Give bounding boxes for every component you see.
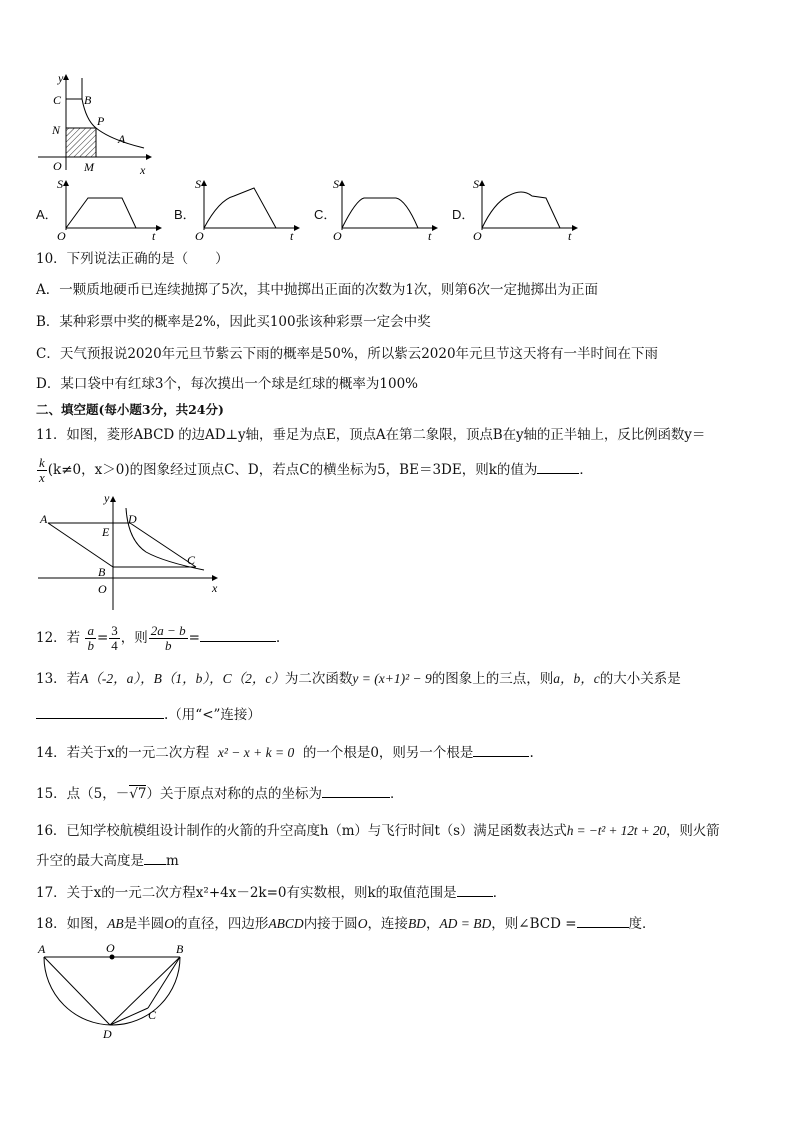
q14-answer-blank[interactable] <box>473 744 529 757</box>
q9-main-figure <box>36 70 158 178</box>
fig18-D: D <box>103 1027 112 1040</box>
q11-frac-num: k <box>39 455 45 470</box>
q12-answer-blank[interactable] <box>200 629 276 642</box>
q17-text: 17．关于x的一元二次方程x²+4x－2k=0有实数根，则k的取值范围是 <box>36 885 457 901</box>
q13-line2 <box>36 706 261 724</box>
q14 <box>36 744 534 762</box>
choice-d-o: O <box>473 229 482 242</box>
q13-answer-blank[interactable] <box>36 706 164 719</box>
fig11-y: y <box>104 491 110 505</box>
q11-line1: 11．如图，菱形ABCD 的边AD⊥y轴，垂足为点E，顶点A在第二象限，顶点B在y轴的正半轴上，反比例函数y＝ <box>36 427 706 443</box>
choice-a-o: O <box>57 229 66 242</box>
choice-d-graph <box>472 178 582 242</box>
q13-points: A（-2，a），B（1，b），C（2，c） <box>80 671 285 686</box>
q17-answer-blank[interactable] <box>457 884 493 897</box>
q18 <box>36 915 656 933</box>
q17-end: ． <box>492 885 507 901</box>
choice-b-o: O <box>195 229 204 242</box>
q18-text-b: 是半圆 <box>123 916 165 932</box>
q16-text-b: ，则火箭 <box>666 823 720 839</box>
q16-func: h = −t² + 12t + 20 <box>566 823 667 838</box>
choice-b-label: B． <box>174 207 196 222</box>
fig18-A: A <box>38 942 46 956</box>
fig9-P-label: P <box>97 114 105 128</box>
q13-line1 <box>36 670 681 688</box>
q11-figure <box>36 490 226 612</box>
q18-text-e: ，连接 <box>367 916 408 932</box>
fig9-A-label: A <box>118 132 126 146</box>
q18-answer-blank[interactable] <box>577 915 629 928</box>
choice-c-o: O <box>333 229 342 242</box>
choice-c-label: C． <box>314 207 337 222</box>
choice-a-s: S <box>57 178 63 191</box>
q14-end: . <box>529 745 534 761</box>
q12-eq: = <box>96 630 109 646</box>
q13-text-e: .（用“<”连接） <box>164 707 261 723</box>
choice-c-s: S <box>333 178 339 191</box>
q12-f1-den: b <box>87 638 94 653</box>
fig11-O: O <box>98 582 107 596</box>
q12-f1-num: a <box>87 623 94 638</box>
q10-stem: 10．下列说法正确的是（ ） <box>36 251 229 267</box>
q11-frac-den: x <box>39 470 45 485</box>
q12-prefix: 12．若 <box>36 630 81 646</box>
choice-b-t: t <box>290 229 294 242</box>
q12-frac-expr <box>149 624 188 653</box>
q14-suffix: 的一个根是0，则另一个根是 <box>302 745 474 761</box>
fig11-E: E <box>102 525 110 539</box>
q15-answer-blank[interactable] <box>322 785 390 798</box>
fig11-A: A <box>40 512 48 526</box>
q16-line1 <box>36 822 719 840</box>
q12-eq2: = <box>188 630 200 646</box>
q14-equation: x² − x + k = 0 <box>217 745 295 760</box>
q12-frac-ab <box>85 624 96 653</box>
fig18-B: B <box>176 942 184 956</box>
q18-text-d: 内接于圆 <box>303 916 358 932</box>
q12-f3-num: 2a − b <box>150 623 186 638</box>
fig11-C: C <box>187 553 196 567</box>
q13-text-c: 的图象上的三点，则 <box>431 671 554 687</box>
fig9-N-label: N <box>52 123 61 137</box>
q18-text-g: ，则∠BCD = <box>491 916 577 932</box>
q15-prefix: 15．点（5，－ <box>36 786 130 802</box>
q16-line2 <box>36 852 179 870</box>
q18-text-c: 的直径，四边形 <box>173 916 269 932</box>
choice-b-s: S <box>195 178 201 191</box>
fig9-C-label: C <box>53 93 62 107</box>
q17 <box>36 884 506 902</box>
fig11-B: B <box>98 565 106 579</box>
q12 <box>36 624 280 653</box>
q10-option-a: A．一颗质地硬币已连续抛掷了5次，其中抛掷出正面的次数为1次，则第6次一定抛掷出为正面 <box>36 282 599 298</box>
q11-line2-text: (k≠0，x＞0)的图象经过顶点C、D，若点C的横坐标为5，BE＝3DE，则k的值为 <box>47 462 538 478</box>
q13-text-d: 的大小关系是 <box>599 671 681 687</box>
q10-option-d: D．某口袋中有红球3个，每次摸出一个球是红球的概率为100% <box>36 376 419 392</box>
q18-AB: AB <box>107 916 124 931</box>
q10-option-c: C．天气预报说2020年元旦节紫云下雨的概率是50%，所以紫云2020年元旦节这天将有一半时间在下雨 <box>36 346 659 362</box>
q14-prefix: 14．若关于x的一元二次方程 <box>36 745 210 761</box>
choice-d-s: S <box>473 178 479 191</box>
fig9-B-label: B <box>84 93 92 107</box>
q18-text-f: ， <box>425 916 440 932</box>
q15-end: ． <box>389 786 404 802</box>
q13-func: y = (x+1)² − 9 <box>352 671 432 686</box>
q18-text-h: 度． <box>628 916 656 932</box>
q11-fraction <box>37 456 47 485</box>
fig18-C: C <box>148 1008 157 1022</box>
q11-answer-blank[interactable] <box>537 461 579 474</box>
q16-text-a: 16．已知学校航模组设计制作的火箭的升空高度h（m）与飞行时间t（s）满足函数表达式 <box>36 823 567 839</box>
choice-d-t: t <box>568 229 572 242</box>
fig11-D: D <box>128 512 137 526</box>
q10-option-b: B．某种彩票中奖的概率是2%，因此买100张该种彩票一定会中奖 <box>36 314 431 330</box>
choice-c-graph <box>332 178 442 242</box>
q18-O: O <box>164 916 174 931</box>
q11-end: ． <box>579 462 593 478</box>
q18-condition: AD = BD <box>439 916 492 931</box>
fig18-O: O <box>106 941 115 955</box>
q12-f2-num: 3 <box>111 623 118 638</box>
fig9-y-label: y <box>58 71 64 85</box>
q18-BD: BD <box>407 916 426 931</box>
choice-c-t: t <box>428 229 432 242</box>
choice-a-graph <box>56 178 166 242</box>
fig9-x-label: x <box>140 163 146 177</box>
q12-frac-34 <box>109 624 120 653</box>
q13-text-a: 13．若 <box>36 671 81 687</box>
q15-root: √7 <box>129 786 147 802</box>
q15 <box>36 785 403 803</box>
section-heading: 二、填空题(每小题3分，共24分) <box>36 402 224 417</box>
q18-O2: O <box>357 916 368 931</box>
choice-a-label: A． <box>36 207 58 222</box>
choice-b-graph <box>194 178 304 242</box>
q12-f2-den: 4 <box>111 638 118 653</box>
q12-end: . <box>275 630 281 646</box>
choice-d-label: D． <box>452 207 475 222</box>
q11-line2 <box>36 456 593 485</box>
choice-a-t: t <box>152 229 156 242</box>
fig11-x: x <box>212 581 218 595</box>
fig9-O-label: O <box>53 159 62 173</box>
q18-ABCD: ABCD <box>268 916 304 931</box>
q18-figure <box>34 940 194 1040</box>
q18-text-a: 18．如图， <box>36 916 108 932</box>
q13-text-b: 为二次函数 <box>284 671 353 687</box>
q12-f3-den: b <box>164 638 172 653</box>
q16-answer-blank[interactable] <box>144 852 166 865</box>
q13-vars: a，b，c <box>553 671 600 686</box>
q15-suffix: ）关于原点对称的点的坐标为 <box>146 786 322 802</box>
q12-mid: ，则 <box>120 630 148 646</box>
q16-unit: m <box>166 853 179 869</box>
q16-text-c: 升空的最大高度是 <box>36 853 144 869</box>
fig9-M-label: M <box>84 160 94 174</box>
q9-choices <box>36 178 596 244</box>
